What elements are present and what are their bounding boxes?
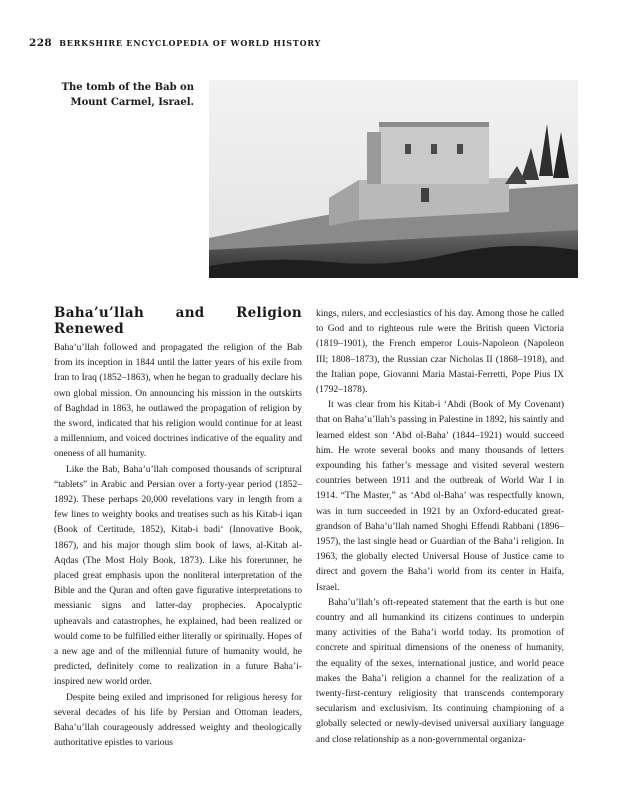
section-title: Baha’u’llah and Religion Renewed (54, 305, 302, 337)
running-title: BERKSHIRE ENCYCLOPEDIA OF WORLD HISTORY (59, 38, 322, 48)
page-number: 228 (29, 37, 53, 49)
paragraph: Baha’u’llah followed and propagated the religion of the Bab from its inception in 1844 until the latter years of his exile from Iran to Iraq (1852–1863), when he began to gradually declare his own global mission. On announcing his mission in the outskirts of Baghdad in 1863, he outlawed the propagation of religion by the sword, indicated that his religion would continue for at least a millennium, and voiced doctrines indicative of the equality and oneness of all humanity. (54, 343, 302, 460)
article-column-left (54, 305, 302, 751)
paragraph: It was clear from his Kitab-i ‘Ahdi (Book of My Covenant) that on Baha’u’llah’s passing in Palestine in 1892, his saintly and learned eldest son ‘Abd ol-Baha’ (1844–1921) would succeed him. He wrote several books and many thousands of letters expounding his father’s message and visited several western countries between 1911 and the outbreak of World War I in 1914. “The Master,” as ‘Abd ol-Baha’ was respectfully known, was in turn succeeded in 1921 by an Oxford-educated great-grandson of Baha’u’llah named Shoghi Effendi Rabbani (1896–1957), the last single head or Guardian of the Baha’i religion. In 1963, the globally elected Universal House of Justice came to direct and govern the Baha’i world from its center in Haifa, Israel. (316, 400, 564, 593)
paragraph: Baha’u’llah’s oft-repeated statement that the earth is but one country and all humankind its citizens continues to underpin many activities of the Baha’i world today. Its promotion of concrete and spiritual dimensions of the oneness of humanity, the equality of the sexes, international justice, and world peace makes the Baha’i religion a channel for the realization of a twenty-first-century religiosity that transcends contemporary secularism and exclusivism. Its continuing championing of a globally selected or newly-devised universal auxiliary language and close relationship as a non-governmental organiza- (316, 597, 564, 745)
figure-caption: The tomb of the Bab on Mount Carmel, Israel. (61, 82, 194, 108)
paragraph: kings, rulers, and ecclesiastics of his day. Among those he called to God and to righteous rule were the British queen Victoria (1819–1901), the French emperor Louis-Napoleon (Napoleon III; 1808–1873), the Russian czar Nicholas II (1868–1918), and the Italian pope, Giovanni Maria Mastai-Ferretti, Pope Pius IX (1792–1878). (316, 309, 564, 396)
page-header (29, 37, 589, 49)
paragraph: Like the Bab, Baha’u’llah composed thousands of scriptural “tablets” in Arabic and Persian over a forty-year period (1852–1892). These perhaps 20,000 revelations vary in length from a few lines to weighty books and treatises such as his Kitab-i iqan (Book of Certitude, 1852), Kitab-i badi‘ (Innovative Book, 1867), and his major though slim book of laws, al-Kitab al-Aqdas (The Most Holy Book, 1873). Like his forerunner, he placed great emphasis upon the nonliteral interpretation of the Bible and the Quran and often gave figurative interpretations to messianic signs and latter-day prophecies. Apocalyptic upheavals and catastrophes, he explained, had been realized or would come to be fulfilled either literally or spiritually. Hopes of a new age and of the millennial future of humanity would, he predicted, definitely come to realization in a future Baha’i-inspired new world order. (54, 464, 302, 688)
tomb-photograph (209, 80, 578, 278)
article-column-right (316, 307, 564, 748)
paragraph: Despite being exiled and imprisoned for religious heresy for several decades of his life by Persian and Ottoman leaders, Baha’u’llah courageously addressed weighty and theologically authoritative epistles to various (54, 692, 302, 749)
